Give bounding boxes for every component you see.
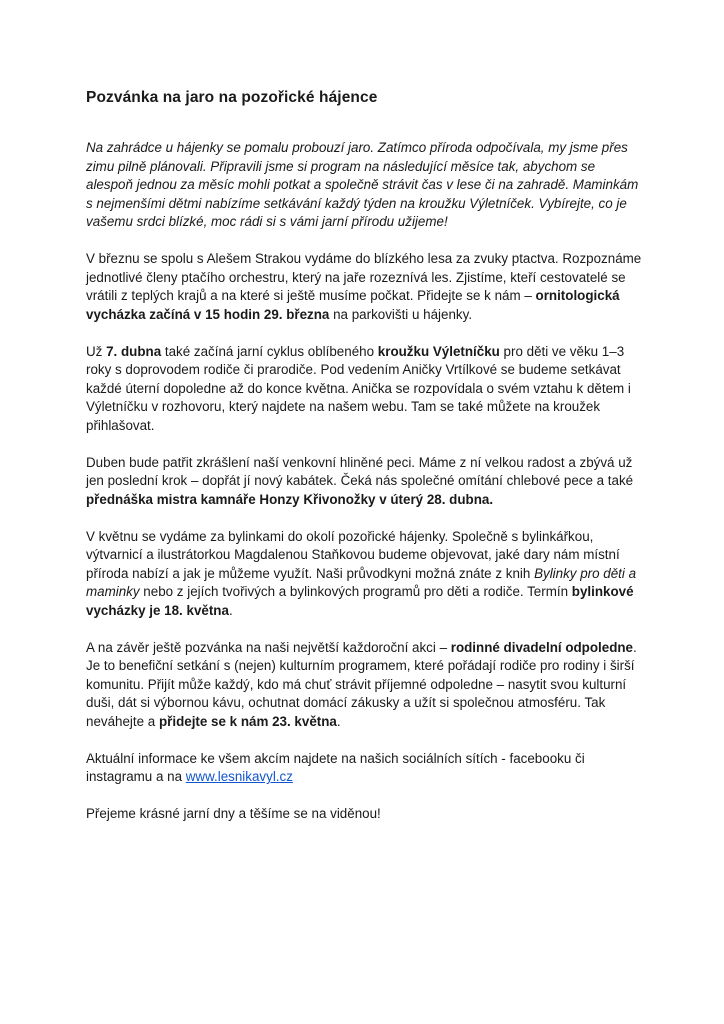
paragraph [86,250,643,324]
text-run: na parkovišti u hájenky. [329,306,473,322]
text-run: kroužku Výletníčku [377,343,500,359]
text-run: ornitologická vycházka začíná v 15 hodin 29. března [86,288,620,322]
paragraph [86,343,643,436]
document-title: Pozvánka na jaro na pozořické hájence [86,89,378,106]
paragraph [86,750,643,787]
text-run: přednáška mistra kamnáře Honzy Křivonožky v úterý 28. dubna. [86,491,494,507]
text-run: A na závěr ještě pozvánka na naši největší každoroční akci – [86,639,451,655]
paragraph [86,639,643,732]
text-run: Aktuální informace ke všem akcím najdete na našich sociálních sítích - facebooku či instagramu a na [86,750,585,784]
text-run: Bylinky pro děti a maminky [86,565,637,599]
text-run: V květnu se vydáme za bylinkami do okolí pozořické hájenky. Společně s bylinkářkou, výtvarnicí a ilustrátorkou Magdalenou Staňkovou budeme objevovat, jaké dary nám místní příroda nabízí a jak je můžeme využít. Naši průvodkyni možná znáte z knih [86,528,620,581]
text-run: bylinkové vycházky je 18. května [86,584,634,618]
paragraph [86,139,643,232]
paragraph [86,454,643,510]
paragraph [86,805,643,824]
website-link[interactable]: www.lesnikavyl.cz [185,769,293,784]
text-run: . Je to benefiční setkání s (nejen) kulturním programem, které pořádají rodiče pro rodiny i širší komunitu. Přijít může každý, kdo má chuť strávit příjemné odpoledne – nasytit svou kulturní duši, dát si výbornou kávu, ochutnat domácí zákusky a užít si společnou atmosféru. Tak neváhejte a [86,639,637,729]
text-run: rodinné divadelní odpoledne [450,639,634,655]
text-run: nebo z jejích tvořivých a bylinkových programů pro děti a rodiče. Termín [139,584,572,599]
paragraph [86,528,643,621]
text-run: také začíná jarní cyklus oblíbeného [161,343,378,359]
text-run: přidejte se k nám 23. května [158,713,337,729]
text-run: Na zahrádce u hájenky se pomalu probouzí jaro. Zatímco příroda odpočívala, my jsme přes zimu pilně plánovali. Připravili jsme si program na následující měsíce tak, abychom se alespoň jednou za měsíc mohli potkat a společně strávit čas v lese či na zahradě. Maminkám s nejmenšími dětmi nabízíme setkávání každý týden na kroužku Výletníček. Vybírejte, co je vašemu srdci blízké, moc rádi si s vámi jarní přírodu užijeme! [86,140,639,229]
text-run: . [336,713,341,729]
document-body [86,139,643,824]
text-run: Duben bude patřit zkrášlení naší venkovní hliněné peci. Máme z ní velkou radost a zbývá už jen poslední krok – dopřát jí nový kabátek. Čeká nás společné omítání chlebové pece a také [86,454,634,488]
text-run: Přejeme krásné jarní dny a těšíme se na viděnou! [86,806,381,821]
text-run: pro děti ve věku 1–3 roky s doprovodem rodiče či prarodiče. Pod vedením Aničky Vrtílkové se budeme setkávat každé úterní dopoledne až do konce května. Anička se rozpovídala o svém vztahu k dětem i Výletníčku v rozhovoru, který najdete na našem webu. Tam se také můžete na kroužek přihlašovat. [86,343,631,433]
text-run: Už [86,343,107,359]
text-run: V březnu se spolu s Alešem Strakou vydáme do blízkého lesa za zvuky ptactva. Rozpoznáme jednotlivé členy ptačího orchestru, který na jaře rozeznívá les. Zjistíme, kteří cestovatelé se vrátili z teplých krajů a na které si ještě musíme počkat. Přidejte se k nám – [86,251,642,303]
text-run: . [228,602,233,618]
text-run: 7. dubna [106,343,162,359]
